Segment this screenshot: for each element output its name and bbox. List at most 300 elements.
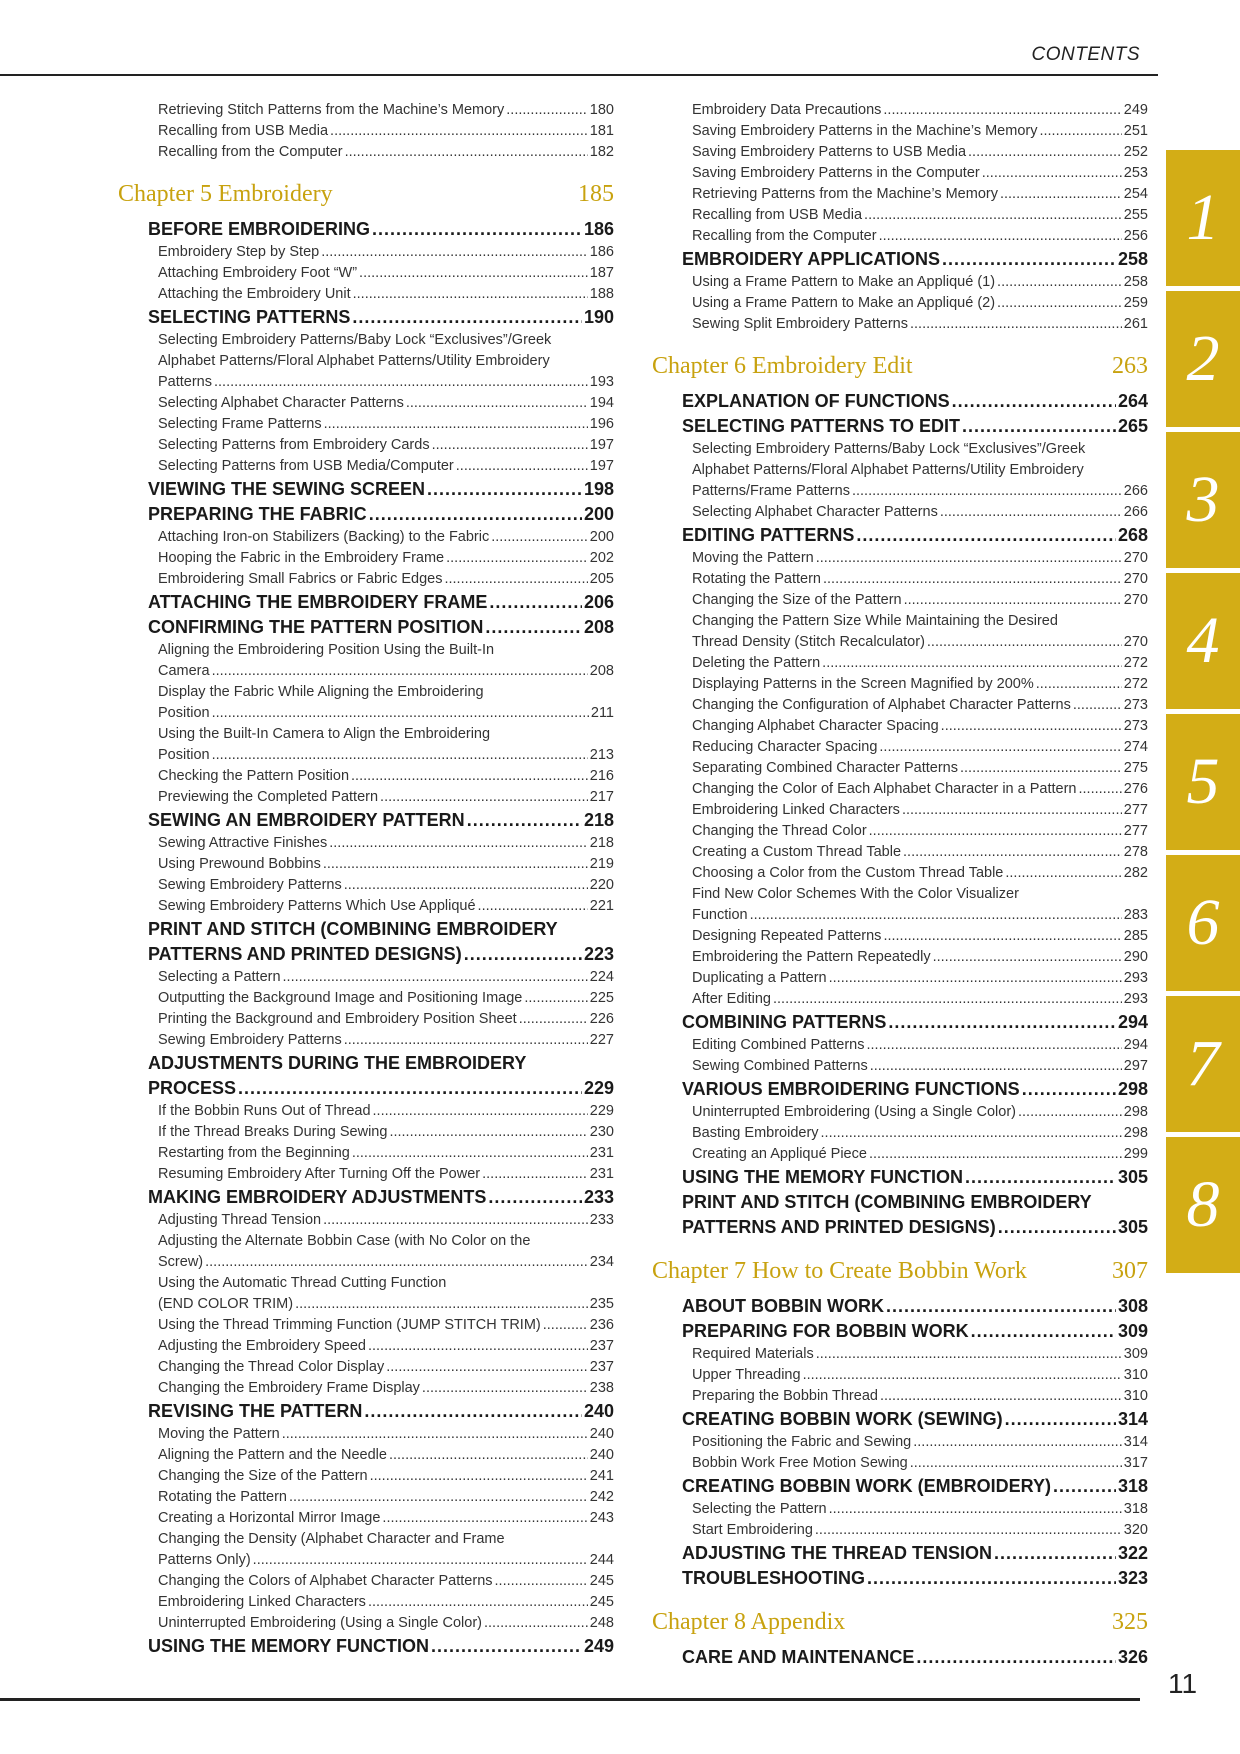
toc-entry[interactable] [118,548,614,569]
toc-entry-title: Selecting Patterns from Embroidery Cards [158,437,430,453]
toc-entry-page: 235 [589,1296,614,1312]
toc-entry-title: Saving Embroidery Patterns in the Computer [692,165,980,181]
dot-leader [352,1143,588,1164]
chapter-tab-1[interactable]: 1 [1166,150,1240,286]
dot-leader [543,1315,588,1336]
dot-leader [323,1210,588,1231]
toc-entry[interactable] [118,1122,614,1143]
chapter-tab-8[interactable]: 8 [1166,1137,1240,1273]
chapter-tab-3[interactable]: 3 [1166,432,1240,568]
toc-entry-page: 298 [1117,1079,1148,1099]
dot-leader [1018,1102,1122,1123]
toc-entry[interactable] [652,293,1148,314]
toc-entry-page: 237 [589,1338,614,1354]
toc-entry-title: Adjusting the Embroidery Speed [158,1338,366,1354]
toc-entry[interactable] [652,569,1148,590]
dot-leader [446,548,588,569]
toc-entry-title: Patterns Only) [158,1552,251,1568]
toc-entry[interactable] [118,1294,614,1315]
toc-entry-title: Selecting a Pattern [158,969,281,985]
toc-entry-page: 241 [589,1468,614,1484]
toc-entry[interactable] [118,1030,614,1051]
toc-entry-page: 309 [1117,1321,1148,1341]
toc-entry-continued: Using the Automatic Thread Cutting Function [158,1275,447,1291]
dot-leader [883,100,1121,121]
toc-entry[interactable] [652,779,1148,800]
dot-leader [904,590,1122,611]
toc-entry-title: Rotating the Pattern [158,1489,287,1505]
toc-entry-title: Selecting Alphabet Character Patterns [158,395,404,411]
toc-entry[interactable] [652,1365,1148,1386]
dot-leader [345,142,588,163]
toc-entry-title: Selecting Alphabet Character Patterns [692,504,938,520]
dot-leader [467,808,582,833]
toc-section-entry[interactable] [652,1407,1148,1432]
toc-entry[interactable] [118,435,614,456]
toc-entry[interactable] [118,833,614,854]
toc-entry-page: 218 [583,810,614,830]
toc-entry[interactable] [652,226,1148,247]
toc-section-entry[interactable] [118,477,614,502]
toc-entry[interactable] [118,1336,614,1357]
dot-leader [1039,121,1121,142]
dot-leader [253,1550,588,1571]
toc-entry[interactable] [118,1252,614,1273]
toc-entry[interactable] [652,947,1148,968]
toc-entry-page: 318 [1123,1501,1148,1517]
chapter-page: 307 [1112,1258,1148,1284]
toc-entry[interactable] [118,121,614,142]
toc-entry-title: SEWING AN EMBROIDERY PATTERN [148,810,465,830]
toc-section-entry[interactable] [652,389,1148,414]
dot-leader [982,163,1122,184]
dot-leader [910,1453,1122,1474]
toc-entry-page: 218 [589,835,614,851]
toc-entry[interactable] [652,272,1148,293]
toc-entry[interactable] [118,988,614,1009]
toc-section-entry[interactable] [118,1076,614,1101]
toc-entry[interactable] [118,527,614,548]
toc-entry-title: Upper Threading [692,1367,801,1383]
dot-leader [344,1030,588,1051]
chapter-tab-2[interactable]: 2 [1166,291,1240,427]
dot-leader [491,527,588,548]
dot-leader [856,523,1116,548]
toc-entry-title: REVISING THE PATTERN [148,1401,363,1421]
toc-entry-title: CONFIRMING THE PATTERN POSITION [148,617,484,637]
toc-entry-page: 268 [1117,525,1148,545]
dot-leader [524,988,587,1009]
toc-entry-page: 266 [1123,483,1148,499]
toc-entry[interactable] [118,1445,614,1466]
chapter-tab-4[interactable]: 4 [1166,573,1240,709]
toc-entry[interactable] [118,456,614,477]
toc-entry[interactable] [118,142,614,163]
dot-leader [816,548,1122,569]
toc-entry-title: TROUBLESHOOTING [682,1568,865,1588]
toc-entry[interactable] [652,758,1148,779]
toc-entry-page: 190 [583,307,614,327]
toc-entry[interactable] [652,737,1148,758]
toc-entry-continued: Changing the Pattern Size While Maintaining the Desired [692,613,1058,629]
toc-entry-page: 298 [1123,1104,1148,1120]
dot-leader [370,1466,588,1487]
toc-entry-page: 244 [589,1552,614,1568]
toc-entry[interactable] [118,967,614,988]
dot-leader [867,1566,1116,1591]
toc-entry-page: 233 [589,1212,614,1228]
toc-entry-page: 251 [1123,123,1148,139]
dot-leader [431,1634,582,1659]
toc-entry[interactable] [652,481,1148,502]
toc-entry-title: Embroidering Small Fabrics or Fabric Edges [158,571,443,587]
toc-entry-title: Selecting Patterns from USB Media/Computer [158,458,454,474]
toc-entry[interactable] [118,766,614,787]
dot-leader [883,926,1121,947]
toc-section-entry[interactable] [118,1399,614,1424]
dot-leader [821,1123,1122,1144]
toc-entry-page: 240 [589,1447,614,1463]
toc-entry[interactable] [118,1315,614,1336]
toc-entry-page: 200 [583,504,614,524]
toc-entry-page: 219 [589,856,614,872]
toc-section-entry[interactable] [652,1165,1148,1190]
dot-leader [822,653,1122,674]
dot-leader [962,414,1116,439]
toc-entry[interactable] [118,854,614,875]
chapter-heading[interactable] [652,1254,1148,1288]
toc-entry-title: Using a Frame Pattern to Make an Appliqué (1) [692,274,996,290]
toc-entry-page: 294 [1117,1012,1148,1032]
toc-entry-title: Selecting Frame Patterns [158,416,322,432]
toc-entry[interactable] [118,242,614,263]
toc-entry[interactable] [652,163,1148,184]
toc-section-entry[interactable] [118,942,614,967]
toc-entry-title: Screw) [158,1254,204,1270]
toc-entry-page: 310 [1123,1388,1148,1404]
toc-entry-page: 258 [1123,274,1148,290]
chapter-tab-6[interactable]: 6 [1166,855,1240,991]
toc-entry[interactable] [652,632,1148,653]
toc-entry[interactable] [652,1453,1148,1474]
toc-section-entry[interactable] [118,1185,614,1210]
toc-entry-page: 216 [589,768,614,784]
chapter-tab-5[interactable]: 5 [1166,714,1240,850]
toc-entry[interactable] [118,1508,614,1529]
toc-section-entry[interactable] [118,808,614,833]
dot-leader [941,716,1122,737]
toc-section-entry[interactable] [652,523,1148,548]
toc-entry-title: BEFORE EMBROIDERING [148,219,371,239]
toc-entry[interactable] [118,896,614,917]
toc-entry-title: Recalling from the Computer [158,144,343,160]
toc-entry[interactable] [652,205,1148,226]
toc-section-entry[interactable] [652,247,1148,272]
toc-entry[interactable] [118,1378,614,1399]
toc-entry-page: 224 [589,969,614,985]
toc-entry-page: 229 [583,1078,614,1098]
toc-entry-continued: Adjusting the Alternate Bobbin Case (with No Color on the [158,1233,531,1249]
dot-leader [952,389,1116,414]
toc-entry-title: Creating a Custom Thread Table [692,844,902,860]
toc-entry-page: 326 [1117,1647,1148,1667]
chapter-heading[interactable] [652,1605,1148,1639]
toc-entry[interactable] [118,1164,614,1185]
toc-entry-page: 221 [589,898,614,914]
dot-leader [998,1215,1116,1240]
toc-entry[interactable] [652,863,1148,884]
toc-entry-title: Rotating the Pattern [692,571,821,587]
toc-entry-title: Attaching the Embroidery Unit [158,286,351,302]
toc-entry-title: Recalling from USB Media [692,207,863,223]
toc-entry[interactable] [118,1101,614,1122]
toc-entry[interactable] [652,1499,1148,1520]
toc-entry-page: 236 [589,1317,614,1333]
toc-entry-page: 323 [1117,1568,1148,1588]
toc-entry-page: 180 [589,102,614,118]
toc-entry[interactable] [652,989,1148,1010]
toc-entry[interactable] [652,502,1148,523]
toc-entry[interactable] [118,263,614,284]
toc-entry-title: Function [692,907,748,923]
toc-entry[interactable] [652,1102,1148,1123]
toc-section-entry[interactable] [652,1010,1148,1035]
toc-entry-title: Patterns/Frame Patterns [692,483,850,499]
dot-leader [927,632,1122,653]
toc-entry[interactable] [652,695,1148,716]
toc-entry[interactable] [118,1571,614,1592]
toc-entry-page: 253 [1123,165,1148,181]
toc-section-entry[interactable] [652,1541,1148,1566]
toc-section-entry[interactable] [652,1474,1148,1499]
toc-entry[interactable] [652,121,1148,142]
toc-section-entry[interactable] [652,1077,1148,1102]
toc-entry-page: 255 [1123,207,1148,223]
toc-entry-title: Recalling from USB Media [158,123,329,139]
toc-section-entry[interactable] [652,414,1148,439]
toc-entry-page: 182 [589,144,614,160]
toc-entry[interactable] [652,142,1148,163]
toc-section-entry[interactable] [118,502,614,527]
toc-entry-title: Restarting from the Beginning [158,1145,350,1161]
toc-entry[interactable] [652,1035,1148,1056]
dot-leader [916,1645,1116,1670]
toc-entry-page: 240 [589,1426,614,1442]
toc-entry[interactable] [652,674,1148,695]
toc-entry-title: VARIOUS EMBROIDERING FUNCTIONS [682,1079,1020,1099]
toc-entry-page: 266 [1123,504,1148,520]
toc-entry-title: Hooping the Fabric in the Embroidery Frame [158,550,445,566]
toc-entry[interactable] [118,1550,614,1571]
toc-entry-page: 186 [583,219,614,239]
toc-entry-page: 188 [589,286,614,302]
toc-entry[interactable] [118,1466,614,1487]
dot-leader [368,1592,588,1613]
toc-entry-page: 245 [589,1573,614,1589]
toc-entry[interactable] [118,703,614,724]
toc-entry-title: Using a Frame Pattern to Make an Appliqué (2) [692,295,996,311]
toc-entry[interactable] [118,393,614,414]
toc-entry-page: 233 [583,1187,614,1207]
toc-entry[interactable] [652,1344,1148,1365]
toc-entry-title: Bobbin Work Free Motion Sewing [692,1455,908,1471]
toc-entry[interactable] [118,787,614,808]
dot-leader [867,1035,1122,1056]
chapter-tab-7[interactable]: 7 [1166,996,1240,1132]
dot-leader [295,1294,588,1315]
toc-section-entry[interactable] [652,1645,1148,1670]
toc-entry[interactable] [118,661,614,682]
toc-entry[interactable] [118,1592,614,1613]
toc-entry-title: Designing Repeated Patterns [692,928,882,944]
toc-section-entry[interactable] [118,590,614,615]
chapter-heading[interactable] [118,177,614,211]
toc-column-right [652,100,1148,1670]
toc-entry[interactable] [652,1144,1148,1165]
toc-entry-title: Preparing the Bobbin Thread [692,1388,878,1404]
toc-section-entry[interactable] [118,217,614,242]
dot-leader [382,1508,587,1529]
toc-entry-title: Adjusting Thread Tension [158,1212,322,1228]
toc-entry-title: Changing the Colors of Alphabet Character Patterns [158,1573,493,1589]
toc-entry[interactable] [118,414,614,435]
toc-section-continued: PRINT AND STITCH (COMBINING EMBROIDERY [148,919,558,939]
toc-entry[interactable] [118,100,614,121]
toc-entry-title: Selecting the Pattern [692,1501,827,1517]
toc-entry-page: 264 [1117,391,1148,411]
toc-entry-page: 258 [1117,249,1148,269]
toc-entry[interactable] [118,1487,614,1508]
toc-entry[interactable] [652,1520,1148,1541]
toc-entry-title: CARE AND MAINTENANCE [682,1647,915,1667]
toc-entry-title: Attaching Iron-on Stabilizers (Backing) to the Fabric [158,529,490,545]
toc-entry[interactable] [118,569,614,590]
toc-entry[interactable] [652,926,1148,947]
toc-entry-page: 259 [1123,295,1148,311]
toc-entry-continued: Selecting Embroidery Patterns/Baby Lock “Exclusives”/Greek [158,332,552,348]
dot-leader [816,1344,1122,1365]
toc-entry[interactable] [652,184,1148,205]
toc-section-entry[interactable] [652,1566,1148,1591]
toc-entry-title: Reducing Character Spacing [692,739,878,755]
dot-leader [997,293,1122,314]
toc-entry[interactable] [652,1123,1148,1144]
toc-column-left [118,100,614,1659]
toc-entry[interactable] [652,653,1148,674]
toc-entry-title: PREPARING FOR BOBBIN WORK [682,1321,969,1341]
toc-entry[interactable] [118,1424,614,1445]
toc-entry-title: Editing Combined Patterns [692,1037,865,1053]
dot-leader [815,1520,1122,1541]
dot-leader [380,787,588,808]
toc-entry-page: 272 [1123,655,1148,671]
toc-entry-title: Creating a Horizontal Mirror Image [158,1510,381,1526]
dot-leader [933,947,1122,968]
toc-entry[interactable] [118,372,614,393]
dot-leader [750,905,1122,926]
toc-entry[interactable] [652,1056,1148,1077]
toc-entry[interactable] [118,284,614,305]
chapter-heading[interactable] [652,349,1148,383]
toc-entry[interactable] [118,1009,614,1030]
dot-leader [1000,184,1122,205]
toc-entry-page: 245 [589,1594,614,1610]
toc-entry-title: Duplicating a Pattern [692,970,827,986]
toc-entry-title: Moving the Pattern [692,550,814,566]
dot-leader [886,1294,1116,1319]
dot-leader [852,481,1122,502]
dot-leader [352,305,582,330]
toc-entry[interactable] [652,548,1148,569]
toc-entry-continued: Using the Built-In Camera to Align the Embroidering [158,726,491,742]
toc-entry-title: Embroidering Linked Characters [692,802,900,818]
toc-entry-page: 270 [1123,634,1148,650]
toc-entry-page: 240 [583,1401,614,1421]
toc-entry-title: Outputting the Background Image and Positioning Image [158,990,523,1006]
toc-entry-page: 305 [1117,1217,1148,1237]
toc-entry[interactable] [652,968,1148,989]
toc-entry-title: Saving Embroidery Patterns to USB Media [692,144,967,160]
dot-leader [368,1336,588,1357]
toc-entry[interactable] [118,1357,614,1378]
toc-entry-title: CREATING BOBBIN WORK (EMBROIDERY) [682,1476,1051,1496]
toc-entry[interactable] [118,875,614,896]
toc-entry-title: PROCESS [148,1078,237,1098]
toc-entry-title: Moving the Pattern [158,1426,280,1442]
dot-leader [506,100,588,121]
toc-entry[interactable] [652,100,1148,121]
toc-entry[interactable] [118,1210,614,1231]
toc-entry[interactable] [652,590,1148,611]
toc-entry[interactable] [118,1613,614,1634]
toc-entry[interactable] [652,1432,1148,1453]
toc-section-entry[interactable] [118,1634,614,1659]
toc-entry-title: Using Prewound Bobbins [158,856,321,872]
toc-entry[interactable] [652,1386,1148,1407]
toc-entry-title: Changing the Color of Each Alphabet Character in a Pattern [692,781,1077,797]
toc-entry[interactable] [118,745,614,766]
dot-leader [495,1571,588,1592]
toc-section-entry[interactable] [652,1294,1148,1319]
toc-entry-page: 273 [1123,697,1148,713]
toc-section-entry[interactable] [118,305,614,330]
toc-entry[interactable] [652,800,1148,821]
toc-entry-continued: Alphabet Patterns/Floral Alphabet Patterns/Utility Embroidery [692,462,1084,478]
toc-entry-continued: Find New Color Schemes With the Color Visualizer [692,886,1019,902]
toc-entry-page: 272 [1123,676,1148,692]
chapter-page: 325 [1112,1609,1148,1635]
toc-entry[interactable] [652,821,1148,842]
toc-entry[interactable] [652,314,1148,335]
toc-entry-title: CREATING BOBBIN WORK (SEWING) [682,1409,1003,1429]
toc-entry[interactable] [652,905,1148,926]
toc-entry-title: Sewing Embroidery Patterns [158,877,342,893]
toc-section-entry[interactable] [652,1215,1148,1240]
toc-section-entry[interactable] [652,1319,1148,1344]
toc-entry-page: 230 [589,1124,614,1140]
toc-entry[interactable] [118,1143,614,1164]
dot-leader [1005,863,1121,884]
dot-leader [940,502,1122,523]
toc-entry-page: 277 [1123,802,1148,818]
dot-leader [965,1165,1116,1190]
toc-entry[interactable] [652,842,1148,863]
toc-section-entry[interactable] [118,615,614,640]
dot-leader [829,1499,1122,1520]
toc-entry-page: 283 [1123,907,1148,923]
toc-entry-title: ABOUT BOBBIN WORK [682,1296,884,1316]
toc-entry[interactable] [652,716,1148,737]
